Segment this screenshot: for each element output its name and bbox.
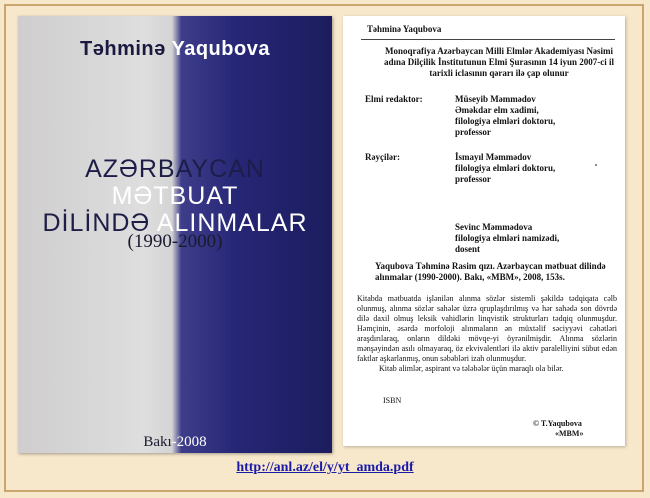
- cover-title-line1: [18, 156, 332, 210]
- page-divider: [361, 39, 615, 40]
- reviewer1-title2: professor: [455, 174, 491, 184]
- cover-author: [18, 38, 332, 61]
- title-page: [343, 16, 625, 446]
- publisher: «MBM»: [555, 429, 584, 438]
- editor-title3: professor: [455, 127, 491, 137]
- source-link-file[interactable]: amda.pdf: [356, 460, 414, 475]
- editor-block: [455, 94, 615, 138]
- isbn: ISBN: [383, 396, 402, 405]
- cover-place-year: -2008: [171, 434, 207, 450]
- book-cover: [18, 16, 332, 453]
- cover-title-line1-dark: AZƏRBAYCAN: [85, 155, 265, 183]
- copyright-block: [533, 419, 583, 439]
- source-link-path[interactable]: http://anl.az/el/y/yt: [236, 460, 350, 475]
- reviewer1-name: İsmayıl Məmmədov: [455, 152, 532, 162]
- cover-title-line2-dark: DİLİNDƏ: [42, 209, 151, 237]
- cover-place: [18, 434, 332, 451]
- cover-author-last: Yaqubova: [171, 38, 270, 60]
- editor-name: Müseyib Məmmədov: [455, 94, 536, 104]
- source-link[interactable]: [0, 460, 650, 476]
- reviewer2-block: [455, 222, 615, 255]
- editor-title2: filologiya elmləri doktoru,: [455, 116, 556, 126]
- reviewer2-title1: filologiya elmləri namizədi,: [455, 233, 560, 243]
- cover-title: [18, 156, 332, 237]
- abstract-text: Kitabda mətbuatda işlənilən alınma sözlər sistemli şəkildə tədqiqata cəlb olunmuş, alınma sözlər sahələr üzrə qruplaşdırılmış və hər sahədə son dövrdə dilə daxil olmuş leksik vahidlərin linqvistik strukturları tədqiq olunmuşdur. Həmçinin, əsərdə morfoloji alınmaların ən müxtəlif səciyyəvi cəhətləri araşdırılaraq, onların dildəki mövqe-yi öyrənilmişdir. Alınma sözlərin mənşəyindən asılı olmayaraq, öz ekvivalentləri ilə aktiv paralelliyini sübut edən faktlar aşkarlanmış, onun səbəbləri izah olunmuşdur.: [357, 294, 617, 363]
- reviewer2-name: Sevinc Məmmədova: [455, 222, 533, 232]
- audience-text: Kitab alimlər, aspirant və tələbələr üçün maraqlı ola bilər.: [379, 364, 564, 373]
- source-link-underscore[interactable]: _: [349, 460, 357, 475]
- page-author: Təhminə Yaqubova: [367, 24, 442, 34]
- editor-title1: Əməkdar elm xadimi,: [455, 105, 539, 115]
- speck: [595, 164, 597, 166]
- approval-note: Monoqrafiya Azərbaycan Milli Elmlər Akademiyası Nəsimi adına Dilçilik İnstitutunun Elmi Şurasının 14 iyun 2007-ci il tarixli iclasının qərarı ilə çap olunur: [383, 46, 615, 78]
- cover-years: (1990-2000): [127, 231, 223, 252]
- cover-author-first: Təhminə: [80, 38, 172, 60]
- reviewers-label: Rəyçilər:: [365, 152, 400, 162]
- cover-title-line1-light: MƏTBUAT: [111, 182, 239, 210]
- editor-label: Elmi redaktor:: [365, 94, 423, 104]
- copyright: © T.Yaqubova: [533, 419, 582, 428]
- cover-place-city: Bakı: [143, 434, 172, 450]
- bibliographic-description: Yaqubova Təhminə Rasim qızı. Azərbaycan mətbuat dilində alınmalar (1990-2000). Bakı, «MBM», 2008, 153s.: [375, 261, 606, 282]
- reviewer1-title1: filologiya elmləri doktoru,: [455, 163, 556, 173]
- reviewer1-block: [455, 152, 615, 185]
- cover-title-line2-light: ALINMALAR: [150, 209, 308, 237]
- reviewer2-title2: dosent: [455, 244, 481, 254]
- abstract: [357, 294, 617, 374]
